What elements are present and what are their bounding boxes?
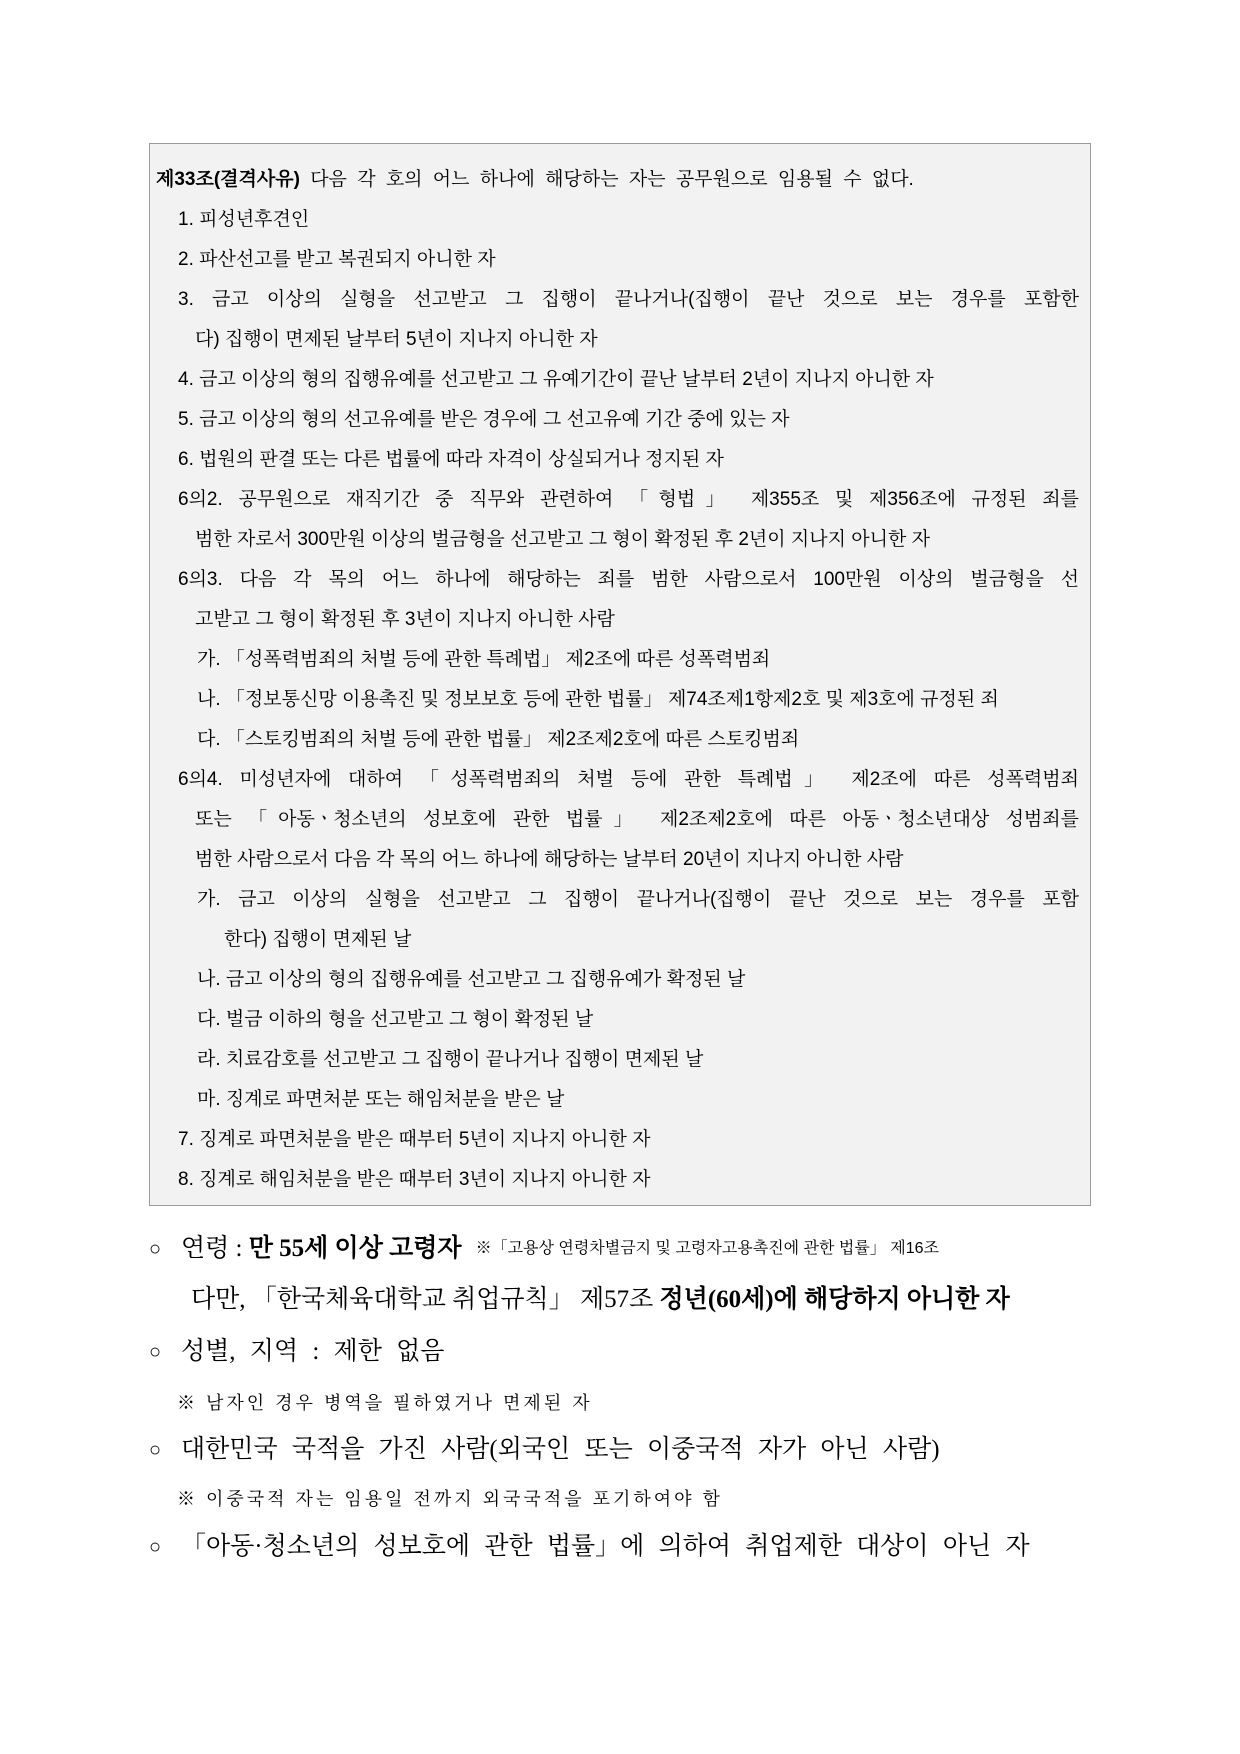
- article-title: [156, 160, 1079, 200]
- article-item: [156, 1160, 1079, 1200]
- requirement-nationality: [149, 1430, 940, 1470]
- item-line: 범한 자로서 300만원 이상의 벌금형을 선고받고 그 형이 확정된 후 2년이 지나지 아니한 자: [195, 529, 930, 550]
- dual-citizenship-note: ※ 이중국적 자는 임용일 전까지 외국국적을 포기하여야 함: [177, 1489, 723, 1509]
- item-line: 나. 금고 이상의 형의 집행유예를 선고받고 그 집행유예가 확정된 날: [197, 969, 746, 990]
- requirement-age-detail: [191, 1280, 1010, 1320]
- item-line: 범한 사람으로서 다음 각 목의 어느 하나에 해당하는 날부터 20년이 지나지 아니한 사람: [195, 849, 904, 870]
- article-item: [156, 1120, 1079, 1160]
- nationality-note: [177, 1479, 723, 1519]
- age-label: 연령 :: [181, 1235, 243, 1262]
- age-detail-prefix: 다만, 「한국체육대학교 취업규칙」 제57조: [191, 1286, 654, 1313]
- article-sub-item: [156, 1000, 1079, 1040]
- article-item-list: [156, 200, 1079, 1200]
- item-line: 마. 징계로 파면처분 또는 해임처분을 받은 날: [197, 1089, 565, 1110]
- item-line: 다. 벌금 이하의 형을 선고받고 그 형이 확정된 날: [197, 1009, 594, 1030]
- bullet-circle: ○: [149, 1536, 162, 1558]
- item-line: 다) 집행이 면제된 날부터 5년이 지나지 아니한 자: [195, 329, 598, 350]
- gender-region-note: [177, 1383, 593, 1423]
- item-line: 4. 금고 이상의 형의 집행유예를 선고받고 그 유예기간이 끝난 날부터 2년이 지나지 아니한 자: [178, 369, 934, 390]
- item-line: 가. 금고 이상의 실형을 선고받고 그 집행이 끝나거나(집행이 끝난 것으로 보는 경우를 포함: [197, 889, 1079, 910]
- age-detail-emphasis: 정년(60세)에 해당하지 아니한 자: [659, 1286, 1010, 1313]
- item-line: 나. 「정보통신망 이용촉진 및 정보보호 등에 관한 법률」 제74조제1항제2호 및 제3호에 규정된 죄: [197, 689, 999, 710]
- nationality-text: 대한민국 국적을 가진 사람(외국인 또는 이중국적 자가 아닌 사람): [181, 1436, 940, 1463]
- item-line: 2. 파산선고를 받고 복권되지 아니한 자: [178, 249, 496, 270]
- article-sub-item: [156, 1080, 1079, 1120]
- age-emphasis: 만 55세 이상 고령자: [248, 1235, 462, 1262]
- article-sub-item: [156, 720, 1079, 760]
- item-line: 다. 「스토킹범죄의 처벌 등에 관한 법률」 제2조제2호에 따른 스토킹범죄: [197, 729, 800, 750]
- military-service-note: ※ 남자인 경우 병역을 필하였거나 면제된 자: [177, 1393, 593, 1413]
- item-line: 고받고 그 형이 확정된 후 3년이 지나지 아니한 사람: [195, 609, 615, 630]
- item-line: 5. 금고 이상의 형의 선고유예를 받은 경우에 그 선고유예 기간 중에 있는 자: [178, 409, 790, 430]
- article-item: [156, 200, 1079, 240]
- item-line: 한다) 집행이 면제된 날: [224, 929, 412, 950]
- requirement-gender-region: [149, 1332, 444, 1372]
- item-line: 7. 징계로 파면처분을 받은 때부터 5년이 지나지 아니한 자: [178, 1129, 651, 1150]
- article-sub-item: [156, 960, 1079, 1000]
- article-item: [156, 560, 1079, 640]
- article-item: [156, 480, 1079, 560]
- article-item: [156, 760, 1079, 880]
- item-line: 6의4. 미성년자에 대하여 「성폭력범죄의 처벌 등에 관한 특례법」 제2조에 따른 성폭력범죄: [178, 769, 1079, 790]
- bullet-circle: ○: [149, 1439, 162, 1461]
- item-line: 라. 치료감호를 선고받고 그 집행이 끝나거나 집행이 면제된 날: [197, 1049, 704, 1070]
- youth-protection-text: 「아동·청소년의 성보호에 관한 법률」에 의하여 취업제한 대상이 아닌 자: [181, 1533, 1030, 1560]
- article-item: [156, 360, 1079, 400]
- item-line: 가. 「성폭력범죄의 처벌 등에 관한 특례법」 제2조에 따른 성폭력범죄: [197, 649, 771, 670]
- age-law-note: ※「고용상 연령차별금지 및 고령자고용촉진에 관한 법률」 제16조: [475, 1240, 939, 1257]
- item-line: 1. 피성년후견인: [178, 209, 310, 230]
- item-line: 3. 금고 이상의 실형을 선고받고 그 집행이 끝나거나(집행이 끝난 것으로 보는 경우를 포함한: [178, 289, 1079, 310]
- article-intro: 다음 각 호의 어느 하나에 해당하는 자는 공무원으로 임용될 수 없다.: [310, 169, 914, 190]
- item-line: 6. 법원의 판결 또는 다른 법률에 따라 자격이 상실되거나 정지된 자: [178, 449, 724, 470]
- item-line: 8. 징계로 해임처분을 받은 때부터 3년이 지나지 아니한 자: [178, 1169, 651, 1190]
- article-sub-item: [156, 640, 1079, 680]
- article-sub-item: [156, 680, 1079, 720]
- article-heading: 제33조(결격사유): [156, 169, 300, 190]
- requirement-age: [149, 1229, 939, 1269]
- requirement-youth-protection: [149, 1527, 1030, 1567]
- bullet-circle: ○: [149, 1341, 162, 1363]
- article-sub-item: [156, 880, 1079, 960]
- item-line: 6의3. 다음 각 목의 어느 하나에 해당하는 죄를 범한 사람으로서 100만원 이상의 벌금형을 선: [178, 569, 1079, 590]
- bullet-circle: ○: [149, 1238, 162, 1260]
- article-33-box: [149, 143, 1091, 1206]
- article-sub-item: [156, 1040, 1079, 1080]
- gender-region-text: 성별, 지역 : 제한 없음: [181, 1338, 445, 1365]
- item-line: 6의2. 공무원으로 재직기간 중 직무와 관련하여 「형법」 제355조 및 제356조에 규정된 죄를: [178, 489, 1079, 510]
- article-item: [156, 240, 1079, 280]
- article-item: [156, 280, 1079, 360]
- article-item: [156, 400, 1079, 440]
- item-line: 또는 「아동ㆍ청소년의 성보호에 관한 법률」 제2조제2호에 따른 아동ㆍ청소년대상 성범죄를: [195, 809, 1079, 830]
- article-item: [156, 440, 1079, 480]
